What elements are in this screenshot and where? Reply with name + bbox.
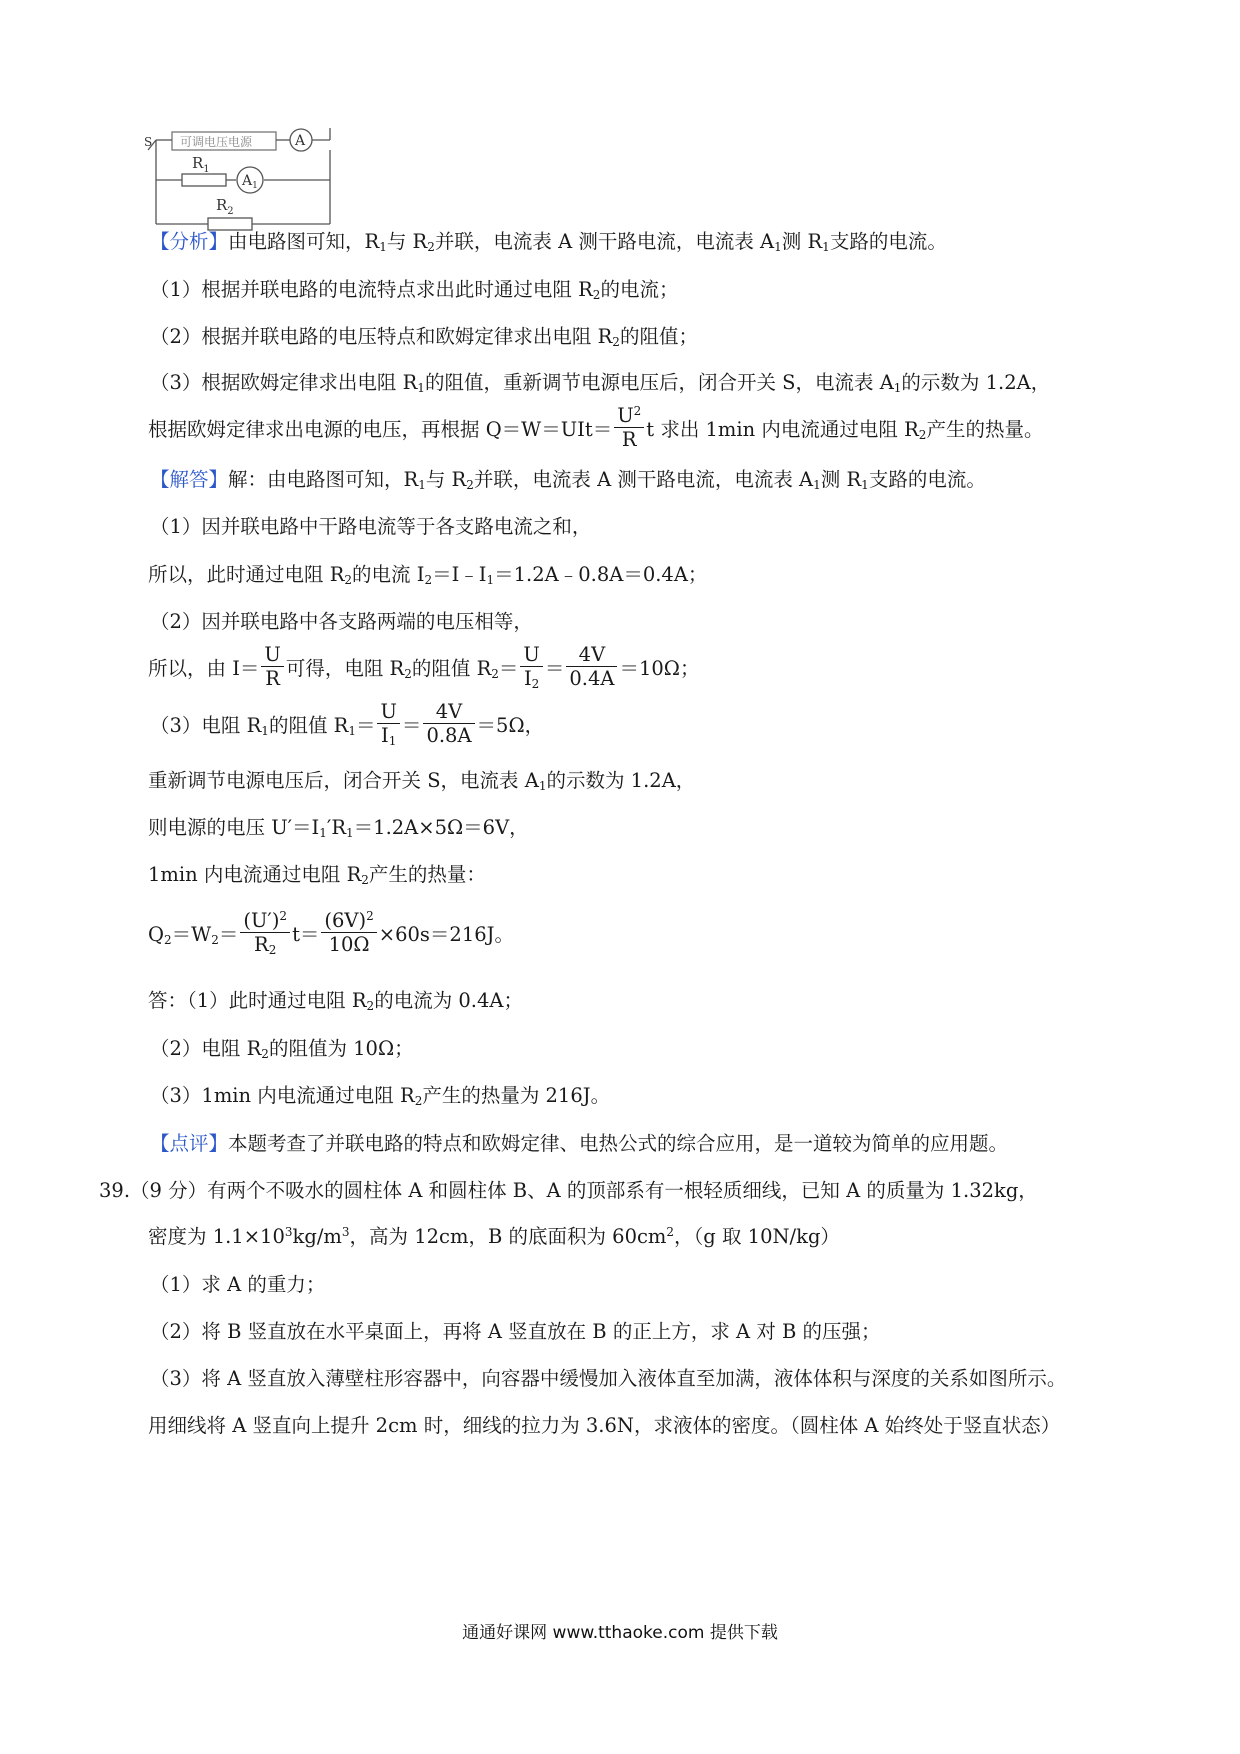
q39-line-4: （2）将 B 竖直放在水平桌面上，再将 A 竖直放在 B 的正上方，求 A 对 B 的压强； — [150, 1320, 881, 1343]
analysis-step-3b: 根据欧姆定律求出电源的电压，再根据 Q＝W＝UIt＝ $\frac{U^2}{R}$ t 求出 1min 内电流通过电阻 $R_2$产生的热量。 — [148, 404, 1044, 451]
switch-label: S — [144, 135, 153, 149]
answer-tag: 【解答】 — [150, 468, 229, 491]
ammeter-a1-label: $A_1$ — [242, 173, 258, 191]
answer-step-2b: 所以，由 I＝ $\frac{U}{R}$ 可得，电阻 $R_2$的阻值 $R_2=$ $\frac{U}{I_2}$ ＝ $\frac{4V}{0.4A}$ ＝10Ω； — [148, 643, 700, 691]
answer-step-3: （3）电阻 $R_1$的阻值 $R_1=$ $\frac{U}{I_1}$ ＝ $\frac{4V}{0.8A}$ ＝5Ω， — [150, 700, 545, 748]
answer-heat-formula: $Q_2=W_2=$ $\frac{(U')^2}{R_2}$ t＝ $\frac{(6V)^2}{10\Omega}$ ×60s＝216J。 — [148, 909, 514, 957]
source-label: 可调电压电源 — [180, 135, 253, 149]
answer-line-1: 【解答】解：由电路图可知，$R_1$与 $R_2$并联，电流表 A 测干路电流，电流表 $A_1$测 $R_1$支路的电流。 — [150, 468, 986, 492]
fraction: $\frac{U}{R}$ — [261, 644, 283, 691]
fraction: $\frac{U^2}{R}$ — [614, 405, 644, 452]
answer-final-2: （2）电阻 $R_2$的阻值为 10Ω； — [150, 1037, 414, 1061]
fraction: $\frac{4V}{0.4A}$ — [566, 644, 617, 691]
fraction: $\frac{U}{I_1}$ — [377, 701, 399, 748]
r1-label: $R_1$ — [192, 154, 210, 175]
fraction: $\frac{(6V)^2}{10\Omega}$ — [321, 910, 376, 957]
footer-text: 通通好课网 www.tthaoke.com 提供下载 — [462, 1623, 778, 1643]
fraction: $\frac{U}{I_2}$ — [520, 644, 542, 691]
analysis-step-1: （1）根据并联电路的电流特点求出此时通过电阻 $R_2$的电流； — [150, 278, 679, 302]
comment-tag: 【点评】 — [150, 1132, 229, 1155]
answer-step-1: （1）因并联电路中干路电流等于各支路电流之和， — [150, 515, 592, 538]
r2-label: $R_2$ — [216, 196, 234, 217]
answer-final-1: 答：（1）此时通过电阻 $R_2$的电流为 0.4A； — [148, 989, 523, 1013]
resistor-r1 — [182, 174, 226, 186]
answer-step-3b: 重新调节电源电压后，闭合开关 S，电流表 $A_1$的示数为 1.2A， — [148, 769, 696, 793]
q39-line-2: 密度为 $1.1\times 10^3kg/m^3$，高为 12cm，B 的底面积为 $60cm^2$，（g 取 10N/kg） — [148, 1225, 840, 1248]
circuit-diagram — [144, 128, 340, 240]
answer-step-1b: 所以，此时通过电阻 $R_2$的电流 $I_2=I﹣I_1=1.2A﹣0.8A=0.4A$； — [148, 563, 708, 587]
analysis-line-1: 【分析】由电路图可知，$R_1$与 $R_2$并联，电流表 A 测干路电流，电流表 $A_1$测 $R_1$支路的电流。 — [150, 230, 947, 254]
q39-line-3: （1）求 A 的重力； — [150, 1273, 326, 1296]
analysis-step-2: （2）根据并联电路的电压特点和欧姆定律求出电阻 $R_2$的阻值； — [150, 325, 698, 349]
analysis-tag: 【分析】 — [150, 230, 229, 253]
analysis-step-3: （3）根据欧姆定律求出电阻 $R_1$的阻值，重新调节电源电压后，闭合开关 S，电流表 $A_1$的示数为 1.2A， — [150, 371, 1051, 395]
ammeter-a-label: A — [295, 133, 306, 149]
q39-line-5: （3）将 A 竖直放入薄壁柱形容器中，向容器中缓慢加入液体直至加满，液体体积与深度的关系如图所示。 — [150, 1367, 1067, 1390]
q39-line-6: 用细线将 A 竖直向上提升 2cm 时，细线的拉力为 3.6N，求液体的密度。（圆柱体 A 始终处于竖直状态） — [148, 1414, 1061, 1437]
fraction: $\frac{(U')^2}{R_2}$ — [240, 910, 290, 957]
answer-step-3c: 则电源的电压 $U'=I_1'R_1=1.2A\times 5\Omega=6V$， — [148, 816, 529, 840]
answer-final-3: （3）1min 内电流通过电阻 $R_2$产生的热量为 216J。 — [150, 1084, 611, 1108]
comment-line: 【点评】本题考查了并联电路的特点和欧姆定律、电热公式的综合应用，是一道较为简单的应用题。 — [150, 1132, 1009, 1155]
fraction: $\frac{4V}{0.8A}$ — [423, 701, 474, 748]
answer-step-2: （2）因并联电路中各支路两端的电压相等， — [150, 610, 533, 633]
answer-step-3d: 1min 内电流通过电阻 $R_2$产生的热量： — [148, 863, 486, 887]
q39-line-1: 39.（9 分）有两个不吸水的圆柱体 A 和圆柱体 B、A 的顶部系有一根轻质细线，已知 A 的质量为 1.32kg， — [99, 1179, 1038, 1202]
